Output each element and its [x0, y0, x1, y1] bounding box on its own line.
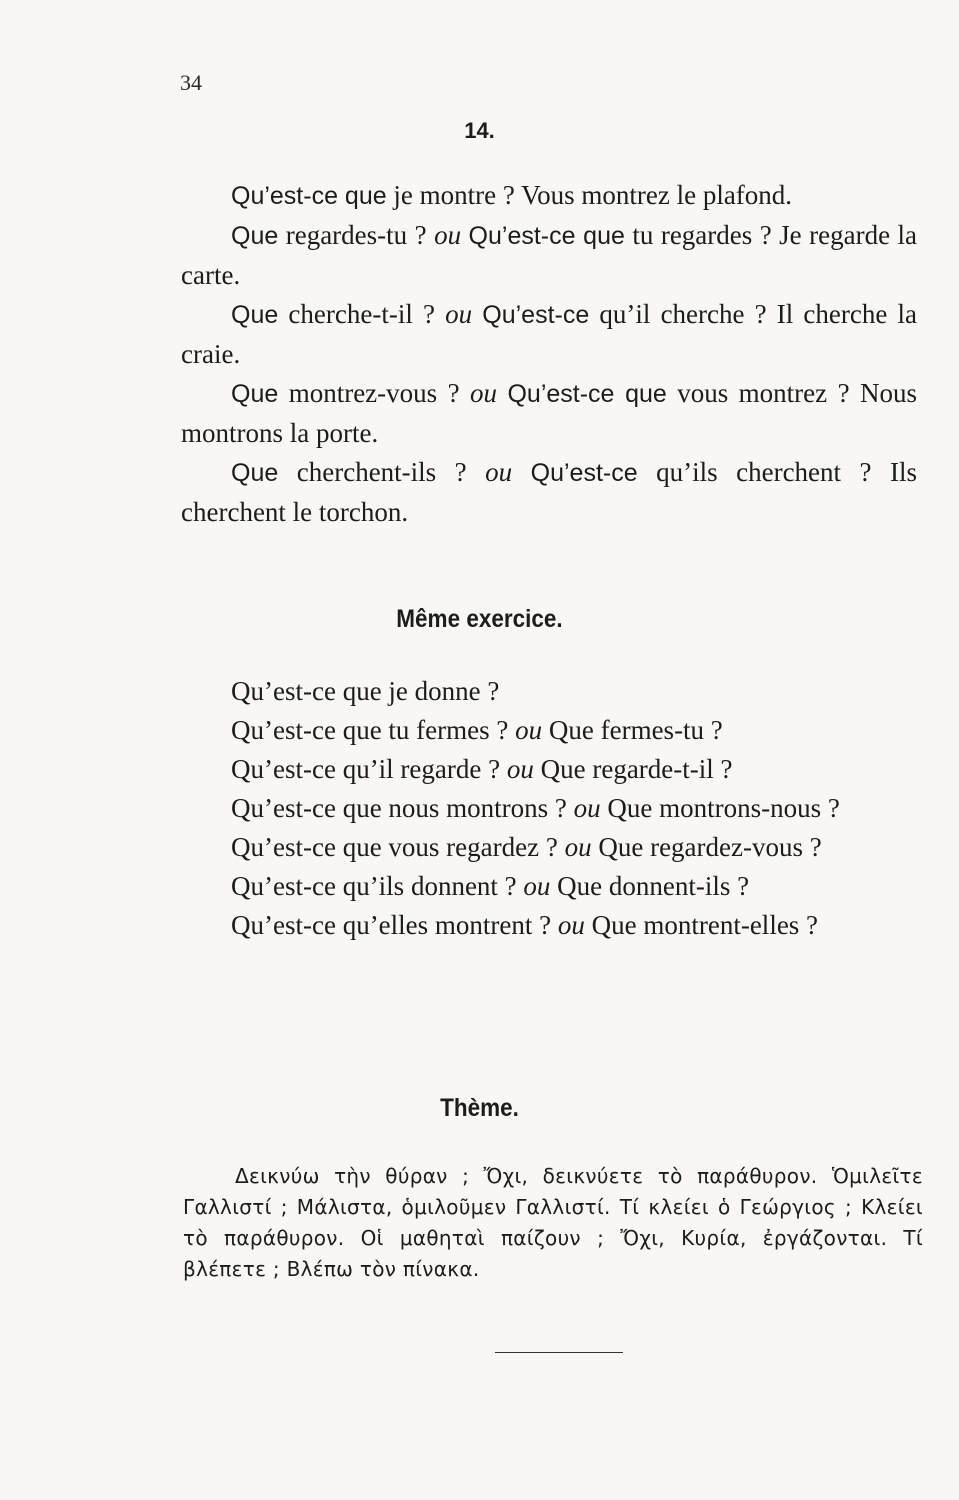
- paragraph: [181, 828, 917, 867]
- heading-meme-exercice: Même exercice.: [396, 605, 563, 633]
- text-span: [461, 220, 468, 250]
- heading-theme: Thème.: [440, 1094, 519, 1122]
- paragraph: [181, 295, 917, 374]
- text-span: Que donnent-ils ?: [550, 871, 750, 901]
- text-span: [512, 457, 531, 487]
- text-span: [497, 378, 507, 408]
- meme-exercice-section: [181, 672, 917, 945]
- text-span: cherche-t-il ?: [278, 299, 446, 329]
- text-span: Qu’est-ce qu’ils donnent ?: [231, 871, 524, 901]
- paragraph: [181, 789, 917, 828]
- text-span: Que regardez-vous ?: [591, 832, 822, 862]
- text-span: qu’il cherche ? Il cherche la craie.: [181, 299, 917, 369]
- text-span: Que fermes-tu ?: [542, 715, 723, 745]
- italic-ou: ou: [445, 299, 473, 329]
- text-span: Qu’est-ce qu’il regarde ?: [231, 754, 507, 784]
- text-span: Qu’est-ce que nous montrons ?: [231, 793, 574, 823]
- italic-ou: ou: [485, 457, 513, 487]
- text-span: Que montrent-elles ?: [584, 910, 819, 940]
- italic-ou: ou: [573, 793, 601, 823]
- paragraph: [181, 906, 917, 945]
- paragraph: [181, 176, 917, 216]
- text-span: Que regarde-t-il ?: [533, 754, 733, 784]
- italic-ou: ou: [434, 220, 462, 250]
- text-span: cherchent-ils ?: [278, 457, 486, 487]
- text-span: Qu’est-ce que vous regardez ?: [231, 832, 565, 862]
- theme-greek-text: Δεικνύω τὴν θύραν ; Ὄχι, δεικνύετε τὸ παράθυρον. Ὁμιλεῖτε Γαλλιστί ; Μάλιστα, ὁμιλοῦμεν Γαλλιστί. Τί κλείει ὁ Γεώργιος ; Κλείει τὸ παράθυρον. Οἱ μαθηταὶ παίζουν ; Ὄχι, Κυρία, ἐργάζονται. Τί βλέπετε ; Βλέπω τὸν πίνακα.: [183, 1164, 923, 1281]
- italic-ou: ou: [515, 715, 543, 745]
- lesson-number: 14.: [464, 118, 495, 143]
- italic-ou: ou: [564, 832, 592, 862]
- text-span: [472, 299, 482, 329]
- highlighted-phrase: Qu’est-ce: [530, 459, 638, 487]
- highlighted-phrase: Qu’est-ce que: [507, 380, 667, 408]
- italic-ou: ou: [557, 910, 585, 940]
- paragraph: [181, 672, 917, 711]
- text-span: tu regardes ? Je regarde la carte.: [181, 220, 918, 290]
- paragraph: [181, 216, 917, 295]
- paragraph: [181, 867, 917, 906]
- page-number: 34: [180, 70, 202, 95]
- italic-ou: ou: [470, 378, 498, 408]
- highlighted-phrase: Qu’est-ce que: [468, 222, 625, 250]
- highlighted-phrase: Qu’est-ce: [482, 301, 590, 329]
- text-span: Qu’est-ce que je donne ?: [231, 676, 500, 706]
- highlighted-phrase: Que: [231, 380, 279, 408]
- end-rule: [495, 1352, 623, 1353]
- paragraph: [181, 453, 917, 532]
- exercise-questions-section: [181, 176, 917, 532]
- highlighted-phrase: Que: [231, 222, 279, 250]
- text-span: vous montrez ? Nous montrons la porte.: [181, 378, 917, 448]
- text-span: Qu’est-ce qu’elles montrent ?: [231, 910, 558, 940]
- highlighted-phrase: Que: [231, 459, 279, 487]
- paragraph: [181, 711, 917, 750]
- paragraph: [181, 374, 917, 453]
- text-span: montrez-vous ?: [278, 378, 471, 408]
- paragraph: [181, 750, 917, 789]
- text-span: qu’ils cherchent ? Ils cherchent le torchon.: [181, 457, 918, 527]
- highlighted-phrase: Qu’est-ce que: [231, 182, 387, 210]
- text-span: Que montrons-nous ?: [600, 793, 840, 823]
- text-span: je montre ? Vous montrez le plafond.: [386, 180, 793, 210]
- italic-ou: ou: [506, 754, 534, 784]
- highlighted-phrase: Que: [231, 301, 279, 329]
- text-span: Qu’est-ce que tu fermes ?: [231, 715, 516, 745]
- text-span: regardes-tu ?: [278, 220, 435, 250]
- italic-ou: ou: [523, 871, 551, 901]
